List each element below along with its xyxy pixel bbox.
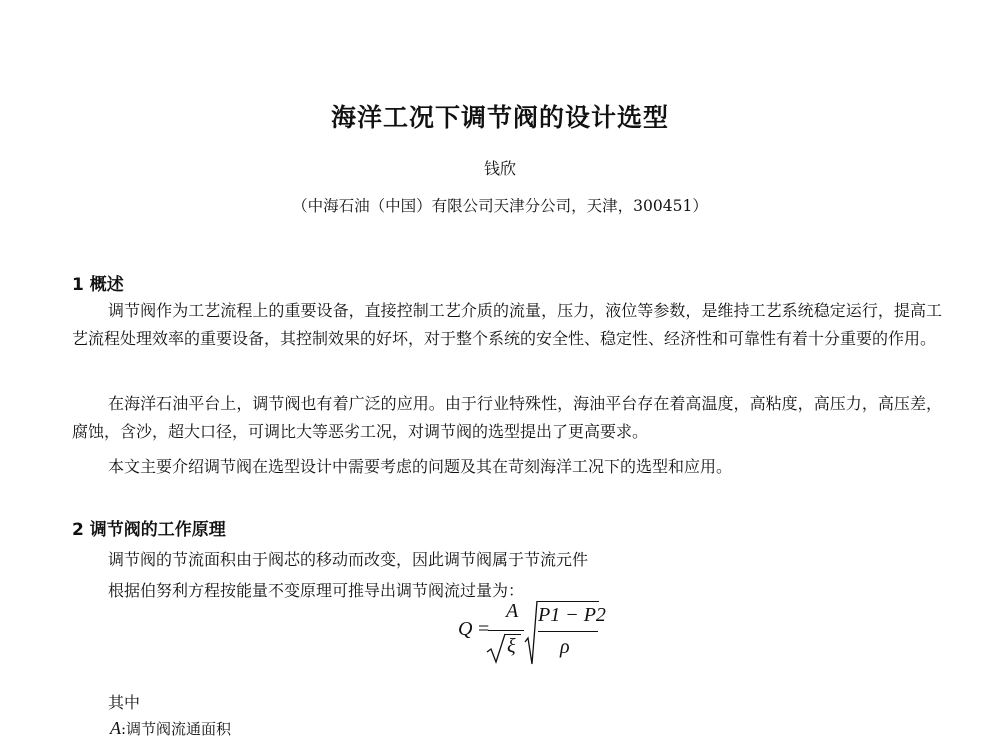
paragraph-text: 在海洋石油平台上，调节阀也有着广泛的应用。由于行业特殊性，海油平台存在着高温度，高粘度，高压力，高压差，腐蚀，含沙，超大口径，可调比大等恶劣工况，对调节阀的选型提出了更高要求。 bbox=[72, 394, 942, 441]
sqrt-bar-large bbox=[537, 601, 599, 602]
formula-numerator: A bbox=[506, 600, 519, 622]
formula-radicand-numerator: P1 − P2 bbox=[538, 604, 606, 626]
formula-lhs: Q bbox=[458, 618, 473, 640]
formula-denominator: ξ bbox=[507, 635, 516, 657]
fraction-bar bbox=[488, 630, 524, 631]
symbol-a-definition: :调节阀流通面积 bbox=[121, 720, 232, 738]
principle-line-2: 根据伯努利方程按能量不变原理可推导出调节阀流过量为： bbox=[108, 581, 525, 600]
paragraph-text: 调节阀作为工艺流程上的重要设备，直接控制工艺介质的流量，压力，液位等参数，是维持工艺系统稳定运行，提高工艺流程处理效率的重要设备，其控制效果的好坏，对于整个系统的安全性、稳定性、经济性和可靠性有着十分重要的作用。 bbox=[72, 301, 942, 348]
formula-radicand-denominator: ρ bbox=[560, 636, 570, 658]
author-name: 钱欣 bbox=[483, 159, 516, 178]
symbol-definition-a bbox=[110, 718, 231, 739]
paragraph-overview-3 bbox=[72, 453, 942, 481]
section-heading-overview: 1 概述 bbox=[72, 275, 124, 295]
paper-title: 海洋工况下调节阀的设计选型 bbox=[330, 103, 669, 132]
symbol-a: A bbox=[110, 718, 121, 738]
author-affiliation: （中海石油（中国）有限公司天津分公司，天津，300451） bbox=[292, 197, 708, 215]
sqrt-sign-large bbox=[524, 600, 538, 666]
fraction-bar-large bbox=[538, 631, 598, 632]
where-label: 其中 bbox=[108, 693, 141, 712]
principle-line-1: 调节阀的节流面积由于阀芯的移动而改变，因此调节阀属于节流元件 bbox=[108, 550, 589, 569]
paragraph-overview-1 bbox=[72, 297, 942, 352]
paragraph-overview-2 bbox=[72, 390, 942, 445]
sqrt-sign-small bbox=[486, 632, 506, 664]
section-heading-principle: 2 调节阀的工作原理 bbox=[72, 520, 226, 540]
paragraph-text: 本文主要介绍调节阀在选型设计中需要考虑的问题及其在苛刻海洋工况下的选型和应用。 bbox=[108, 457, 733, 476]
formula-equals: = bbox=[478, 618, 490, 640]
